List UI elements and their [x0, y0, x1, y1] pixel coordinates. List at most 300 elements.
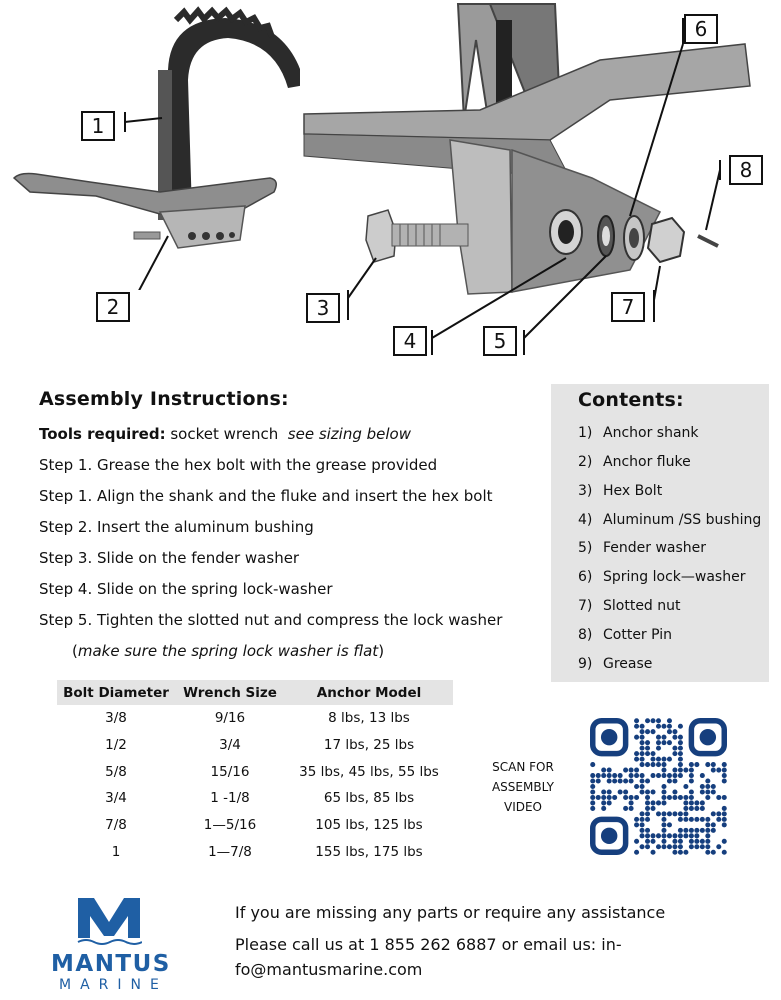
qr-module [629, 795, 634, 800]
qr-module [716, 768, 721, 773]
callout-8: 8 [729, 155, 763, 185]
qr-module [705, 833, 710, 838]
qr-module [678, 751, 683, 756]
qr-module [640, 746, 645, 751]
qr-module [716, 844, 721, 849]
qr-module [640, 784, 645, 789]
qr-module [678, 844, 683, 849]
qr-module [607, 768, 612, 773]
qr-module [634, 795, 639, 800]
logo-name: MANTUS [51, 951, 171, 977]
qr-module [672, 844, 677, 849]
qr-module [700, 828, 705, 833]
qr-module [634, 724, 639, 729]
qr-module [711, 762, 716, 767]
qr-module [590, 795, 595, 800]
qr-module [672, 789, 677, 794]
qr-module [667, 844, 672, 849]
qr-module [661, 757, 666, 762]
qr-module [634, 735, 639, 740]
qr-module [683, 811, 688, 816]
qr-module [722, 795, 727, 800]
qr-module [678, 828, 683, 833]
qr-module [716, 811, 721, 816]
qr-module [645, 839, 650, 844]
qr-module [667, 822, 672, 827]
qr-module [590, 773, 595, 778]
qr-module [683, 806, 688, 811]
qr-module [672, 773, 677, 778]
step-5: Step 5. Tighten the slotted nut and compress the lock washer [39, 611, 503, 629]
qr-module [640, 751, 645, 756]
qr-module [722, 773, 727, 778]
qr-module [678, 811, 683, 816]
qr-module [683, 795, 688, 800]
qr-module [656, 811, 661, 816]
qr-module [711, 828, 716, 833]
qr-module [661, 828, 666, 833]
qr-module [607, 773, 612, 778]
contents-item: 2) Anchor fluke [578, 454, 691, 470]
qr-module [650, 806, 655, 811]
qr-module [700, 800, 705, 805]
qr-module [623, 795, 628, 800]
contents-item: 1) Anchor shank [578, 425, 699, 441]
qr-module [650, 839, 655, 844]
qr-module [661, 735, 666, 740]
qr-module [678, 740, 683, 745]
qr-module [672, 729, 677, 734]
qr-caption: SCAN FOR ASSEMBLY VIDEO [491, 760, 555, 814]
table-row: 1/2 3/4 17 lbs, 25 lbs [105, 737, 415, 754]
qr-module [645, 800, 650, 805]
qr-module [694, 844, 699, 849]
qr-module [722, 778, 727, 783]
table-row: 1 1—7/8 155 lbs, 175 lbs [111, 843, 423, 860]
qr-module [672, 839, 677, 844]
qr-finder-pattern [593, 721, 626, 754]
qr-module [700, 817, 705, 822]
qr-module [700, 789, 705, 794]
anchor-assembled-illustration [0, 0, 300, 290]
column-header: Bolt Diameter [57, 680, 175, 705]
qr-module [711, 811, 716, 816]
sizing-table [57, 680, 453, 865]
qr-module [705, 795, 710, 800]
qr-module [634, 757, 639, 762]
qr-module [667, 811, 672, 816]
qr-module [661, 762, 666, 767]
qr-module [656, 724, 661, 729]
qr-module [656, 746, 661, 751]
qr-module [590, 789, 595, 794]
qr-module [623, 789, 628, 794]
callout-2: 2 [96, 292, 130, 322]
qr-module [656, 762, 661, 767]
qr-module [645, 844, 650, 849]
qr-module [645, 751, 650, 756]
qr-module [634, 773, 639, 778]
qr-module [722, 806, 727, 811]
qr-module [667, 729, 672, 734]
qr-module [661, 833, 666, 838]
qr-module [607, 795, 612, 800]
callout-4: 4 [393, 326, 427, 356]
qr-module [694, 800, 699, 805]
contents-title: Contents: [578, 389, 684, 411]
qr-module [656, 735, 661, 740]
qr-module [672, 778, 677, 783]
qr-module [705, 817, 710, 822]
table-row: 3/8 9/16 8 lbs, 13 lbs [105, 710, 410, 727]
qr-module [645, 806, 650, 811]
qr-module [596, 778, 601, 783]
qr-module [656, 800, 661, 805]
qr-module [656, 718, 661, 723]
qr-module [650, 800, 655, 805]
qr-module [607, 778, 612, 783]
qr-module [661, 795, 666, 800]
qr-module [601, 795, 606, 800]
contact-email[interactable]: fo@mantusmarine.com [235, 960, 423, 979]
qr-module [705, 839, 710, 844]
qr-module [634, 718, 639, 723]
qr-module [689, 778, 694, 783]
contents-item: 6) Spring lock—washer [578, 569, 746, 585]
contents-item: 9) Grease [578, 656, 653, 672]
qr-module [640, 778, 645, 783]
qr-module [645, 729, 650, 734]
qr-module [661, 817, 666, 822]
qr-module [689, 817, 694, 822]
qr-module [711, 850, 716, 855]
qr-module [689, 839, 694, 844]
qr-module [634, 768, 639, 773]
column-header: Anchor Model [285, 680, 453, 705]
contents-item: 7) Slotted nut [578, 598, 681, 614]
qr-module [678, 757, 683, 762]
qr-module [650, 833, 655, 838]
qr-module [705, 789, 710, 794]
qr-module [656, 757, 661, 762]
qr-module [711, 784, 716, 789]
qr-module [661, 839, 666, 844]
qr-module [612, 778, 617, 783]
qr-module [705, 778, 710, 783]
qr-module [661, 740, 666, 745]
qr-module [711, 768, 716, 773]
qr-module [623, 778, 628, 783]
qr-module [667, 795, 672, 800]
qr-module [656, 740, 661, 745]
table-row: 3/4 1 -1/8 65 lbs, 85 lbs [105, 790, 415, 807]
qr-module [640, 789, 645, 794]
qr-module [623, 806, 628, 811]
qr-finder-pattern [691, 721, 724, 754]
qr-module [634, 822, 639, 827]
qr-module [645, 833, 650, 838]
qr-module [678, 773, 683, 778]
qr-module [678, 850, 683, 855]
step-4: Step 4. Slide on the spring lock-washer [39, 580, 333, 598]
qr-module [640, 817, 645, 822]
contact-line-2: Please call us at 1 855 262 6887 or email us: in- [235, 935, 622, 954]
qr-module [601, 789, 606, 794]
qr-module [645, 762, 650, 767]
qr-module [711, 789, 716, 794]
qr-module [623, 768, 628, 773]
qr-module [634, 784, 639, 789]
qr-module [645, 778, 650, 783]
qr-module [672, 746, 677, 751]
qr-module [711, 822, 716, 827]
callout-7: 7 [611, 292, 645, 322]
qr-module [689, 795, 694, 800]
contact-line-1: If you are missing any parts or require any assistance [235, 903, 666, 922]
qr-module [661, 800, 666, 805]
qr-module [678, 833, 683, 838]
qr-module [650, 757, 655, 762]
qr-module [667, 757, 672, 762]
qr-module [722, 839, 727, 844]
qr-module [694, 828, 699, 833]
qr-module [683, 833, 688, 838]
qr-module [694, 806, 699, 811]
qr-module [722, 768, 727, 773]
qr-module [650, 729, 655, 734]
qr-module [596, 773, 601, 778]
qr-module [607, 800, 612, 805]
step-1a: Step 1. Grease the hex bolt with the grease provided [39, 456, 438, 474]
qr-module [678, 839, 683, 844]
qr-module [689, 844, 694, 849]
qr-module [650, 762, 655, 767]
qr-module [667, 740, 672, 745]
qr-module [601, 800, 606, 805]
qr-module [672, 850, 677, 855]
qr-module [656, 844, 661, 849]
qr-module [661, 789, 666, 794]
qr-module [672, 833, 677, 838]
qr-module [629, 768, 634, 773]
qr-module [661, 768, 666, 773]
qr-module [705, 828, 710, 833]
qr-module [661, 784, 666, 789]
callout-1: 1 [81, 111, 115, 141]
qr-module [694, 817, 699, 822]
contents-item: 4) Aluminum /SS bushing [578, 512, 762, 528]
qr-module [694, 762, 699, 767]
qr-module [590, 806, 595, 811]
qr-module [650, 718, 655, 723]
callout-3: 3 [306, 293, 340, 323]
table-row: 5/8 15/16 35 lbs, 45 lbs, 55 lbs [105, 763, 439, 780]
qr-module [645, 817, 650, 822]
qr-module [640, 762, 645, 767]
qr-module [661, 773, 666, 778]
qr-module [645, 746, 650, 751]
qr-module [689, 773, 694, 778]
qr-module [700, 784, 705, 789]
qr-module [678, 768, 683, 773]
qr-module [722, 811, 727, 816]
qr-module [640, 811, 645, 816]
qr-module [689, 789, 694, 794]
qr-module [667, 773, 672, 778]
qr-module [629, 800, 634, 805]
qr-module [596, 795, 601, 800]
qr-module [590, 784, 595, 789]
qr-module [640, 844, 645, 849]
qr-module [645, 789, 650, 794]
table-header-row [57, 680, 453, 705]
qr-module [612, 773, 617, 778]
qr-module [645, 718, 650, 723]
tools-label: Tools required: [39, 425, 166, 443]
qr-module [634, 751, 639, 756]
qr-module [689, 806, 694, 811]
qr-module [640, 822, 645, 827]
qr-module [618, 773, 623, 778]
qr-module [700, 844, 705, 849]
qr-module [645, 811, 650, 816]
qr-module [678, 746, 683, 751]
qr-module [683, 768, 688, 773]
qr-module [618, 789, 623, 794]
qr-module [601, 768, 606, 773]
qr-module [634, 839, 639, 844]
qr-module [629, 773, 634, 778]
qr-module [700, 773, 705, 778]
qr-module [634, 817, 639, 822]
qr-module [640, 833, 645, 838]
qr-module [683, 800, 688, 805]
qr-module [694, 833, 699, 838]
qr-module [667, 778, 672, 783]
mantus-logo-mark [76, 896, 142, 948]
hardware-exploded-illustration [300, 0, 781, 360]
qr-module [683, 850, 688, 855]
contents-item: 8) Cotter Pin [578, 627, 673, 643]
table-row: 7/8 1—5/16 105 lbs, 125 lbs [105, 817, 423, 834]
qr-module [612, 795, 617, 800]
qr-module [672, 795, 677, 800]
qr-module [607, 789, 612, 794]
qr-finder-pattern [593, 819, 626, 852]
qr-module [640, 828, 645, 833]
qr-module [678, 795, 683, 800]
qr-module [722, 822, 727, 827]
qr-module [645, 828, 650, 833]
qr-module [683, 817, 688, 822]
qr-module [700, 806, 705, 811]
qr-module [618, 778, 623, 783]
qr-module [661, 822, 666, 827]
qr-module [640, 729, 645, 734]
qr-module [689, 800, 694, 805]
logo-sub: MARINE [59, 977, 168, 993]
tools-required-line [39, 425, 411, 443]
callout-6: 6 [684, 14, 718, 44]
qr-module [640, 740, 645, 745]
qr-module [716, 795, 721, 800]
column-header: Wrench Size [175, 680, 285, 705]
qr-module [683, 784, 688, 789]
qr-module [656, 773, 661, 778]
qr-module [645, 795, 650, 800]
qr-module [590, 800, 595, 805]
qr-module [640, 757, 645, 762]
qr-module [689, 762, 694, 767]
qr-module [590, 778, 595, 783]
step-2: Step 2. Insert the aluminum bushing [39, 518, 314, 536]
qr-module [716, 817, 721, 822]
qr-module [672, 735, 677, 740]
qr-module [689, 828, 694, 833]
qr-module [590, 762, 595, 767]
tools-value: socket wrench [170, 425, 279, 443]
qr-module [634, 850, 639, 855]
qr-code[interactable] [590, 718, 727, 858]
contents-item: 5) Fender washer [578, 540, 707, 556]
qr-module [661, 811, 666, 816]
qr-module [689, 768, 694, 773]
qr-module [656, 833, 661, 838]
qr-module [700, 839, 705, 844]
qr-module [650, 850, 655, 855]
qr-module [667, 718, 672, 723]
lock-washer-note: (make sure the spring lock washer is flat) [72, 642, 385, 660]
qr-module [694, 839, 699, 844]
qr-module [689, 833, 694, 838]
qr-module [678, 735, 683, 740]
qr-module [601, 806, 606, 811]
callout-5: 5 [483, 326, 517, 356]
assembly-title: Assembly Instructions: [39, 388, 289, 410]
qr-module [667, 833, 672, 838]
qr-module [650, 773, 655, 778]
qr-module [672, 768, 677, 773]
qr-module [705, 762, 710, 767]
qr-module [640, 724, 645, 729]
qr-module [678, 817, 683, 822]
step-3: Step 3. Slide on the fender washer [39, 549, 300, 567]
qr-module [705, 850, 710, 855]
qr-module [722, 817, 727, 822]
step-1b: Step 1. Align the shank and the fluke and insert the hex bolt [39, 487, 493, 505]
qr-module [683, 828, 688, 833]
contents-item: 3) Hex Bolt [578, 483, 663, 499]
qr-module [601, 773, 606, 778]
qr-module [640, 735, 645, 740]
qr-module [672, 751, 677, 756]
qr-module [645, 740, 650, 745]
qr-module [629, 778, 634, 783]
tools-note: see sizing below [287, 425, 412, 443]
qr-module [661, 724, 666, 729]
qr-module [678, 724, 683, 729]
qr-module [667, 724, 672, 729]
qr-module [640, 773, 645, 778]
qr-module [629, 806, 634, 811]
qr-module [722, 850, 727, 855]
qr-module [672, 811, 677, 816]
qr-module [705, 784, 710, 789]
qr-module [705, 844, 710, 849]
qr-module [722, 762, 727, 767]
qr-module [650, 789, 655, 794]
qr-module [661, 844, 666, 849]
